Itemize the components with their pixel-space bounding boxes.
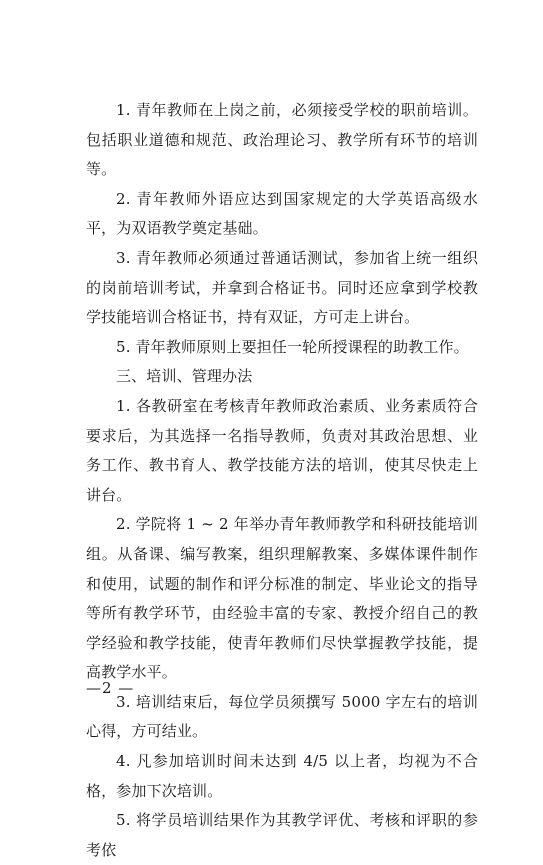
paragraph-7: 3. 培训结束后，每位学员须撰写 5000 字左右的培训心得，方可结业。 (86, 692, 478, 741)
paragraph-5: 1. 各教研室在考核青年教师政治素质、业务素质符合要求后，为其选择一名指导教师，负责对其政治思想、业务工作、教书育人、教学技能方法的培训，使其尽快走上讲台。 (86, 396, 478, 504)
paragraph-2: 2. 青年教师外语应达到国家规定的大学英语高级水平，为双语教学奠定基础。 (86, 189, 478, 238)
paragraph-1: 1. 青年教师在上岗之前，必须接受学校的职前培训。包括职业道德和规范、政治理论习、教学所有环节的培训等。 (86, 101, 478, 179)
paragraph-9: 5. 将学员培训结果作为其教学评优、考核和评职的参考依 (86, 811, 478, 859)
paragraph-4: 5. 青年教师原则上要担任一轮所授课程的助教工作。 (116, 337, 469, 356)
page-number: —2 — (86, 679, 135, 697)
paragraph-6: 2. 学院将 1 ~ 2 年举办青年教师教学和科研技能培训组。从备课、编写教案，组织理解教案、多媒体课件制作和使用，试题的制作和评分标准的制定、毕业论文的指导等所有教学环节，由经验丰富的专家、教授介绍自己的教学经验和教学技能，使青年教师们尽快掌握教学技能，提高教学水平。 (86, 515, 478, 682)
paragraph-8: 4. 凡参加培训时间未达到 4/5 以上者，均视为不合格，参加下次培训。 (86, 752, 478, 800)
document-body (86, 96, 478, 865)
section-heading: 三、培训、管理办法 (116, 367, 253, 386)
paragraph-3: 3. 青年教师必须通过普通话测试，参加省上统一组织的岗前培训考试，并拿到合格证书。同时还应拿到学校教学技能培训合格证书，持有双证，方可走上讲台。 (86, 248, 478, 327)
